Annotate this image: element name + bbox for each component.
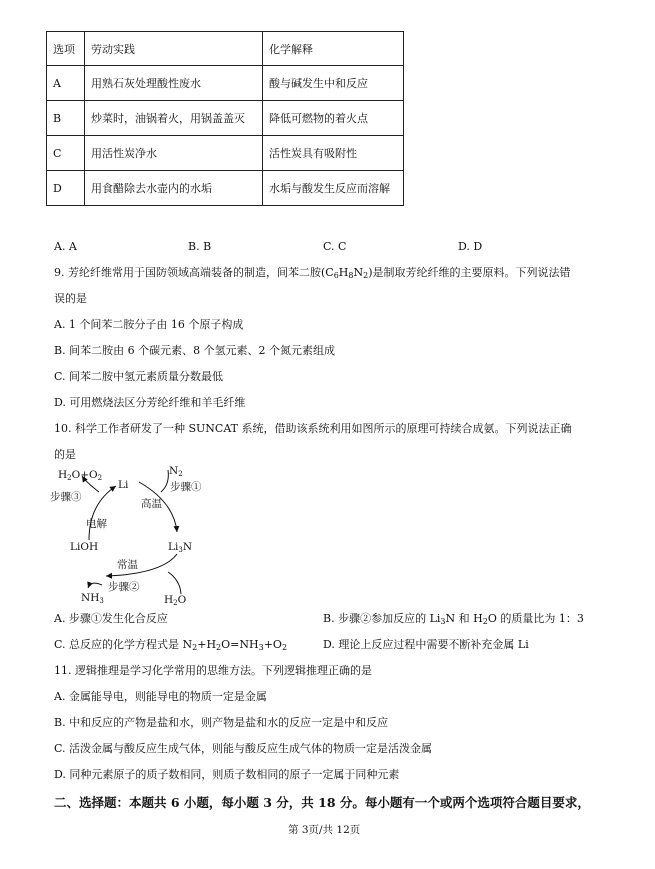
label-electrolysis: 电解 <box>86 518 107 530</box>
text: O=NH <box>221 638 259 651</box>
row-practice: 用熟石灰处理酸性废水 <box>85 66 263 101</box>
row-option: B <box>47 101 85 136</box>
subscript: 2 <box>192 643 198 652</box>
label-room-temp: 常温 <box>117 559 138 571</box>
header-explanation: 化学解释 <box>263 32 404 66</box>
label-step2: 步骤② <box>108 581 140 593</box>
n2-input-line <box>161 470 168 492</box>
formula-part: H <box>338 266 349 279</box>
header-option: 选项 <box>47 32 85 66</box>
q9-stem-cont: 误的是 <box>54 292 87 305</box>
q8-choice-a: A. A <box>54 240 77 253</box>
subscript: 8 <box>348 271 354 280</box>
q8-choice-b: B. B <box>188 240 212 253</box>
q8-choice-d: D. D <box>458 240 483 253</box>
row-practice: 用活性炭净水 <box>85 136 263 171</box>
q10-option-a: A. 步骤①发生化合反应 <box>54 612 168 625</box>
q10-stem-cont: 的是 <box>54 448 76 461</box>
label-li3n: Li3N <box>168 541 192 554</box>
q10-stem: 10. 科学工作者研发了一种 SUNCAT 系统，借助该系统利用如图所示的原理可持续合成氨。下列说法正确 <box>54 422 572 435</box>
page-footer: 第 3页/共 12页 <box>288 824 361 836</box>
table-header-row <box>47 32 404 66</box>
q9-stem <box>54 266 571 283</box>
formula-part: N <box>353 266 364 279</box>
row-option: D <box>47 171 85 206</box>
row-option: A <box>47 66 85 101</box>
q8-choice-c: C. C <box>323 240 347 253</box>
subscript: 2 <box>281 643 288 652</box>
label-lioh: LiOH <box>70 541 99 553</box>
q9-option-b: B. 间苯二胺由 6 个碳元素、8 个氢元素、2 个氮元素组成 <box>54 344 336 357</box>
table-row <box>47 101 404 136</box>
h2o-input-line <box>168 572 181 594</box>
row-explanation: 活性炭具有吸附性 <box>263 136 404 171</box>
q10-option-b <box>323 612 584 629</box>
row-option: C <box>47 136 85 171</box>
text: N 和 H <box>445 612 483 625</box>
q11-option-a: A. 金属能导电，则能导电的物质一定是金属 <box>54 690 267 703</box>
label-step3: 步骤③ <box>50 491 82 503</box>
q11-option-c: C. 活泼金属与酸反应生成气体，则能与酸反应生成气体的物质一定是活泼金属 <box>54 742 433 755</box>
label-li: Li <box>118 479 129 491</box>
text: +O <box>263 638 282 651</box>
subscript: 2 <box>482 617 488 626</box>
row-practice: 炒菜时，油锅着火，用锅盖盖灭 <box>85 101 263 136</box>
q11-stem: 11. 逻辑推理是学习化学常用的思维方法。下列逻辑推理正确的是 <box>54 664 372 677</box>
label-n2: N2 <box>169 465 183 478</box>
table-row <box>47 66 404 101</box>
text: +H <box>197 638 217 651</box>
row-practice: 用食醋除去水壶内的水垢 <box>85 171 263 206</box>
arrow-step3 <box>89 486 116 540</box>
subscript: 6 <box>333 271 339 280</box>
section-2-heading: 二、选择题：本题共 6 小题，每小题 3 分，共 18 分。每小题有一个或两个选项符合题目要求， <box>54 795 590 810</box>
q10-option-c <box>54 638 287 655</box>
label-step1: 步骤① <box>170 481 202 493</box>
q9-option-c: C. 间苯二胺中氢元素质量分数最低 <box>54 370 224 383</box>
q11-option-b: B. 中和反应的产物是盐和水，则产物是盐和水的反应一定是中和反应 <box>54 716 389 729</box>
subscript: 3 <box>440 617 446 626</box>
q11-option-d: D. 同种元素原子的质子数相同，则质子数相同的原子一定属于同种元素 <box>54 768 400 781</box>
row-explanation: 酸与碱发生中和反应 <box>263 66 404 101</box>
text: C. 总反应的化学方程式是 N <box>54 638 193 651</box>
ammonia-cycle-diagram <box>44 462 219 607</box>
row-explanation: 水垢与酸发生反应而溶解 <box>263 171 404 206</box>
nh3-output-arrow <box>88 583 102 588</box>
table-row <box>47 136 404 171</box>
subscript: 2 <box>363 271 369 280</box>
label-high-temp: 高温 <box>141 498 162 510</box>
q9-option-a: A. 1 个间苯二胺分子由 16 个原子构成 <box>54 318 244 331</box>
text: B. 步骤②参加反应的 Li <box>323 612 441 625</box>
subscript: 3 <box>258 643 264 652</box>
label-h2o: H2O <box>164 594 187 607</box>
q9-stem-text: )是制取芳纶纤维的主要原料。下列说法错 <box>368 266 571 279</box>
subscript: 2 <box>216 643 222 652</box>
row-explanation: 降低可燃物的着火点 <box>263 101 404 136</box>
header-practice: 劳动实践 <box>85 32 263 66</box>
q9-stem-text: 9. 芳纶纤维常用于国防领域高端装备的制造，间苯二胺(C <box>54 266 334 279</box>
q9-option-d: D. 可用燃烧法区分芳纶纤维和羊毛纤维 <box>54 396 246 409</box>
text: O 的质量比为 1：3 <box>487 612 584 625</box>
options-table <box>46 31 404 206</box>
label-nh3: NH3 <box>81 592 104 605</box>
label-h2o-o2: H2O+O2 <box>58 469 103 482</box>
q10-option-d: D. 理论上反应过程中需要不断补充金属 Li <box>323 638 529 651</box>
table-row <box>47 171 404 206</box>
